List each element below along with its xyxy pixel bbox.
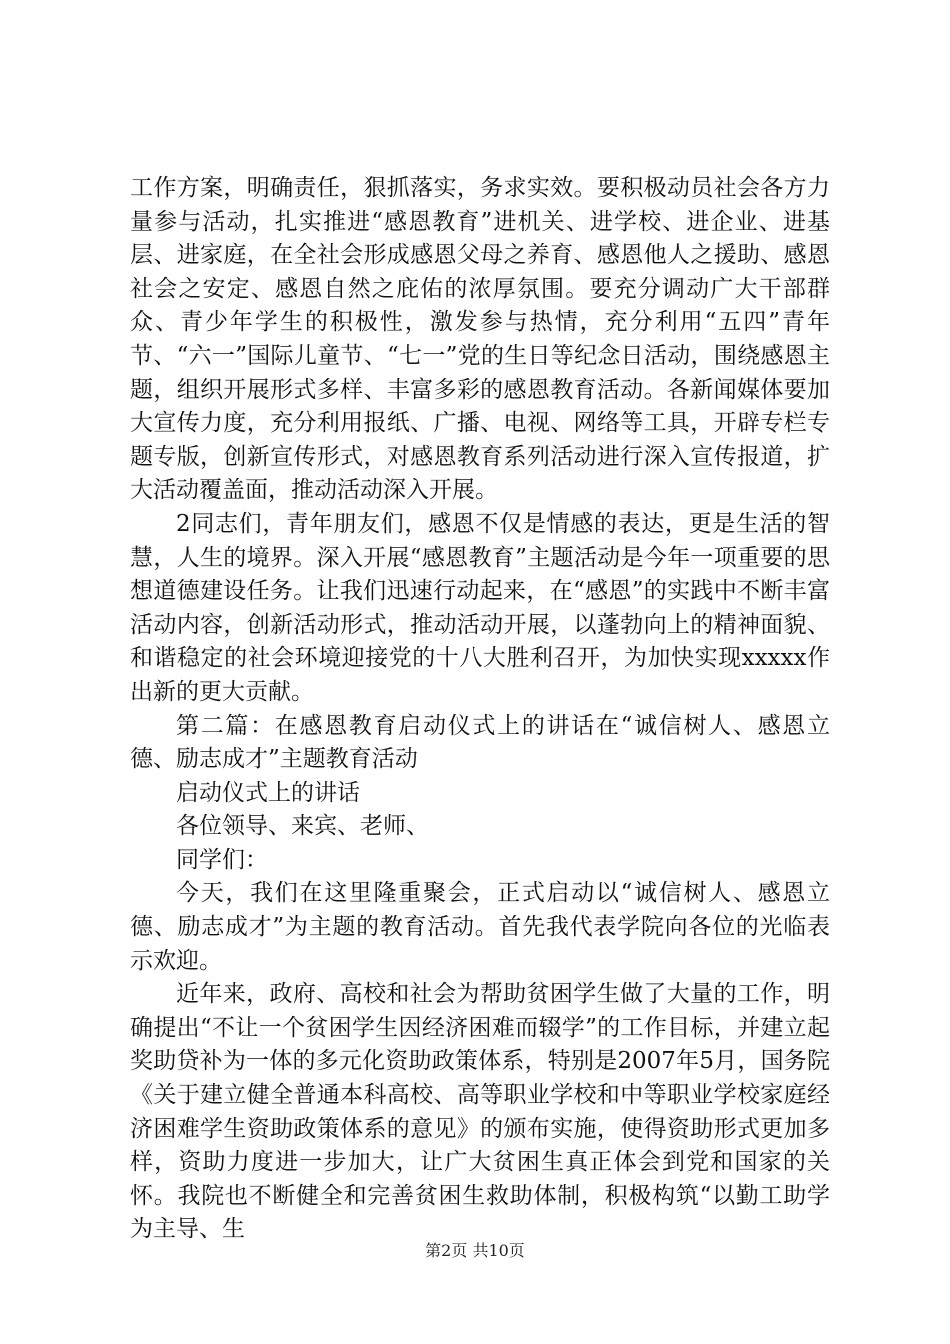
document-body bbox=[130, 172, 830, 1247]
body-paragraph: 近年来，政府、高校和社会为帮助贫困学生做了大量的工作，明确提出“不让一个贫困学生因经济困难而辍学”的工作目标，并建立起奖助贷补为一体的多元化资助政策体系，特别是2007年5月，国务院《关于建立健全普通本科高校、高等职业学校和中等职业学校家庭经济困难学生资助政策体系的意见》的颁布实施，使得资助形式更加多样，资助力度进一步加大，让广大贫困生真正体会到党和国家的关怀。我院也不断健全和完善贫困生救助体制，积极构筑“以勤工助学为主导、生 bbox=[130, 981, 830, 1243]
salutation-line: 同学们： bbox=[176, 846, 268, 873]
body-paragraph-continued: 工作方案，明确责任，狠抓落实，务求实效。要积极动员社会各方力量参与活动，扎实推进“感恩教育”进机关、进学校、进企业、进基层、进家庭，在全社会形成感恩父母之养育、感恩他人之援助、感恩社会之安定、感恩自然之庇佑的浓厚氛围。要充分调动广大干部群众、青少年学生的积极性，激发参与热情，充分利用“五四”青年节、“六一”国际儿童节、“七一”党的生日等纪念日活动，围绕感恩主题，组织开展形式多样、丰富多彩的感恩教育活动。各新闻媒体要加大宣传力度，充分利用报纸、广播、电视、网络等工具，开辟专栏专题专版，创新宣传形式，对感恩教育系列活动进行深入宣传报道，扩大活动覆盖面，推动活动深入开展。 bbox=[130, 175, 830, 504]
page-number-footer: 第2页 共10页 bbox=[425, 1241, 525, 1260]
salutation-line: 各位领导、来宾、老师、 bbox=[176, 813, 429, 840]
body-paragraph: 2同志们，青年朋友们，感恩不仅是情感的表达，更是生活的智慧，人生的境界。深入开展“感恩教育”主题活动是今年一项重要的思想道德建设任务。让我们迅速行动起来，在“感恩”的实践中不断丰富活动内容，创新活动形式，推动活动开展，以蓬勃向上的精神面貌、和谐稳定的社会环境迎接党的十八大胜利召开，为加快实现xxxxx作出新的更大贡献。 bbox=[130, 510, 830, 705]
section-subheading: 启动仪式上的讲话 bbox=[176, 779, 360, 806]
body-paragraph: 今天，我们在这里隆重聚会，正式启动以“诚信树人、感恩立德、励志成才”为主题的教育活动。首先我代表学院向各位的光临表示欢迎。 bbox=[130, 880, 830, 974]
section-heading: 第二篇：在感恩教育启动仪式上的讲话在“诚信树人、感恩立德、励志成才”主题教育活动 bbox=[130, 712, 830, 773]
